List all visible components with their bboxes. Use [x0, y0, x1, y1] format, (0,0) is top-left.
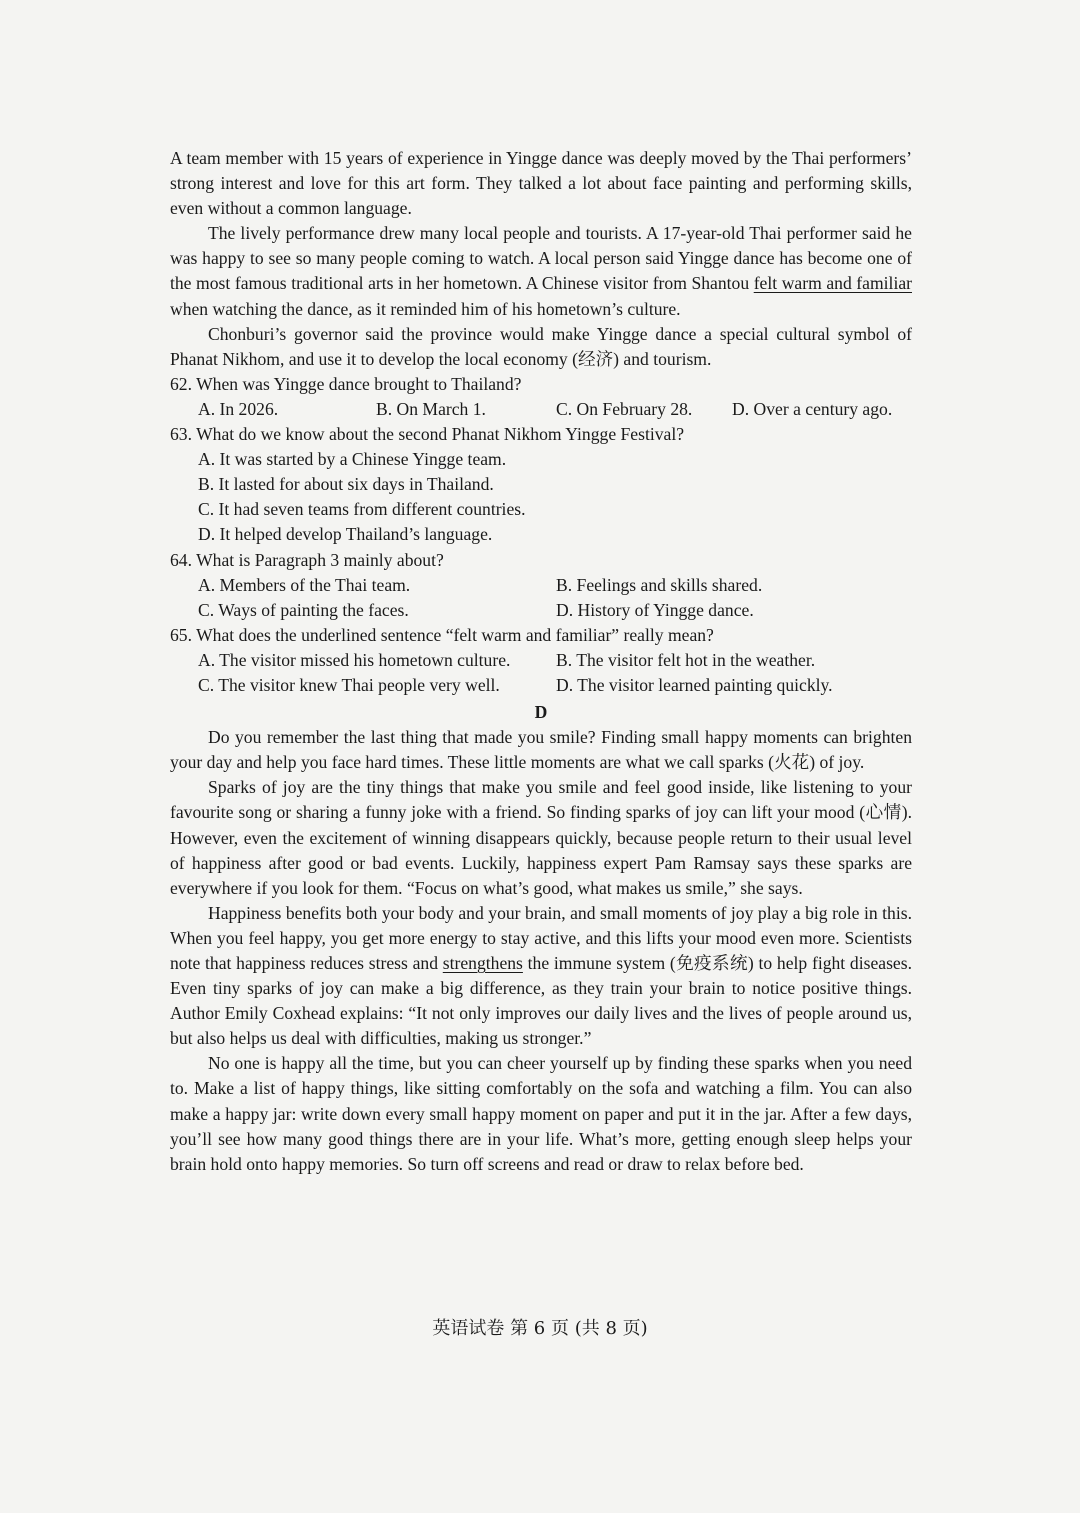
- passage-c-paragraph-1: A team member with 15 years of experience in Yingge dance was deeply moved by the Thai performers’ strong interest and love for this art form. They talked a lot about face painting and performing skills, even without a common language.: [170, 148, 912, 219]
- passage-d-paragraph-2: Sparks of joy are the tiny things that make you smile and feel good inside, like listening to your favourite song or sharing a funny joke with a friend. So finding sparks of joy can lift your mood (心情). However, even the excitement of winning disappears quickly, because people return to their usual level of happiness after good or bad events. Luckily, happiness expert Pam Ramsay says these sparks are everywhere if you look for them. “Focus on what’s good, what makes us smile,” she says.: [170, 777, 912, 898]
- passage-c-paragraph-2-text-after: when watching the dance, as it reminded him of his hometown’s culture.: [170, 298, 681, 319]
- question-62-option-d: D. Over a century ago.: [732, 398, 893, 419]
- question-63-option-d: D. It helped develop Thailand’s language.: [198, 524, 493, 545]
- page-content: [170, 146, 912, 1177]
- question-65-option-d: D. The visitor learned painting quickly.: [556, 674, 833, 695]
- question-65-options-row-1: [198, 648, 912, 673]
- page-footer: 英语试卷 第 6 页 (共 8 页): [432, 1318, 648, 1339]
- underlined-phrase: felt warm and familiar: [753, 273, 912, 294]
- question-64-option-a: A. Members of the Thai team.: [198, 574, 411, 595]
- question-63-option-a: A. It was started by a Chinese Yingge team.: [198, 449, 507, 470]
- question-64-option-b: B. Feelings and skills shared.: [556, 574, 763, 595]
- question-65-options-row-2: [198, 673, 912, 698]
- question-65-option-c: C. The visitor knew Thai people very well.: [198, 674, 500, 695]
- question-64-options-row-2: [198, 598, 912, 623]
- question-65-option-b: B. The visitor felt hot in the weather.: [556, 649, 816, 670]
- passage-c-paragraph-3: Chonburi’s governor said the province would make Yingge dance a special cultural symbol of Phanat Nikhom, and use it to develop the local economy (经济) and tourism.: [170, 323, 912, 369]
- question-62-option-a: A. In 2026.: [198, 398, 279, 419]
- underlined-word: strengthens: [442, 953, 523, 973]
- question-62-option-b: B. On March 1.: [376, 398, 486, 419]
- question-63-option-b: B. It lasted for about six days in Thailand.: [198, 474, 494, 495]
- passage-c-paragraph-2-text-before: The lively performance drew many local people and tourists. A 17-year-old Thai performer said he was happy to see so many people coming to watch. A local person said Yingge dance has become one of the most famous traditional arts in her hometown. A Chinese visitor from Shantou: [170, 223, 912, 294]
- question-62-option-c: C. On February 28.: [556, 398, 693, 419]
- passage-d-paragraph-3-text-after: the immune system (免疫系统) to help fight diseases. Even tiny sparks of joy can make a big difference, as they train your brain to notice positive things. Author Emily Coxhead explains: “It not only improves our daily lives and the lives of people around us, but also helps us deal with difficulties, making us stronger.”: [170, 953, 912, 1049]
- question-62: [170, 372, 912, 422]
- question-65-option-a: A. The visitor missed his hometown culture.: [198, 649, 511, 670]
- passage-d-paragraph-4: No one is happy all the time, but you can cheer yourself up by finding these sparks when you need to. Make a list of happy things, like sitting comfortably on the sofa and watching a film. You can also make a happy jar: write down every small happy moment on paper and put it in the jar. After a few days, you’ll see how many good things there are in your life. What’s more, getting enough sleep helps your brain hold onto happy memories. So turn off screens and read or draw to relax before bed.: [170, 1053, 912, 1174]
- question-62-options: [198, 397, 912, 422]
- passage-d-paragraph-1: Do you remember the last thing that made you smile? Finding small happy moments can brighten your day and help you face hard times. These little moments are what we call sparks (火花) of joy.: [170, 727, 912, 773]
- passage-d-paragraph-3: [170, 901, 912, 1052]
- question-63-option-c: C. It had seven teams from different countries.: [198, 499, 526, 520]
- passage-d-paragraph-3-text-before: Happiness benefits both your body and your brain, and small moments of joy play a big role in this. When you feel happy, you get more energy to stay active, and this lifts your mood even more. Scientists note that happiness reduces stress and: [170, 902, 912, 973]
- question-64-option-d: D. History of Yingge dance.: [556, 599, 754, 620]
- question-63-stem: 63. What do we know about the second Phanat Nikhom Yingge Festival?: [170, 424, 685, 445]
- question-64-stem: 64. What is Paragraph 3 mainly about?: [170, 549, 444, 570]
- question-64-options-row-1: [198, 573, 912, 598]
- question-64: [170, 548, 912, 623]
- passage-c-paragraph-2: [170, 221, 912, 321]
- question-65: [170, 623, 912, 698]
- section-heading-d: D: [534, 702, 548, 723]
- question-64-option-c: C. Ways of painting the faces.: [198, 599, 409, 620]
- question-65-stem: 65. What does the underlined sentence “felt warm and familiar” really mean?: [170, 624, 714, 645]
- question-62-stem: 62. When was Yingge dance brought to Thailand?: [170, 373, 522, 394]
- question-63: [170, 422, 912, 547]
